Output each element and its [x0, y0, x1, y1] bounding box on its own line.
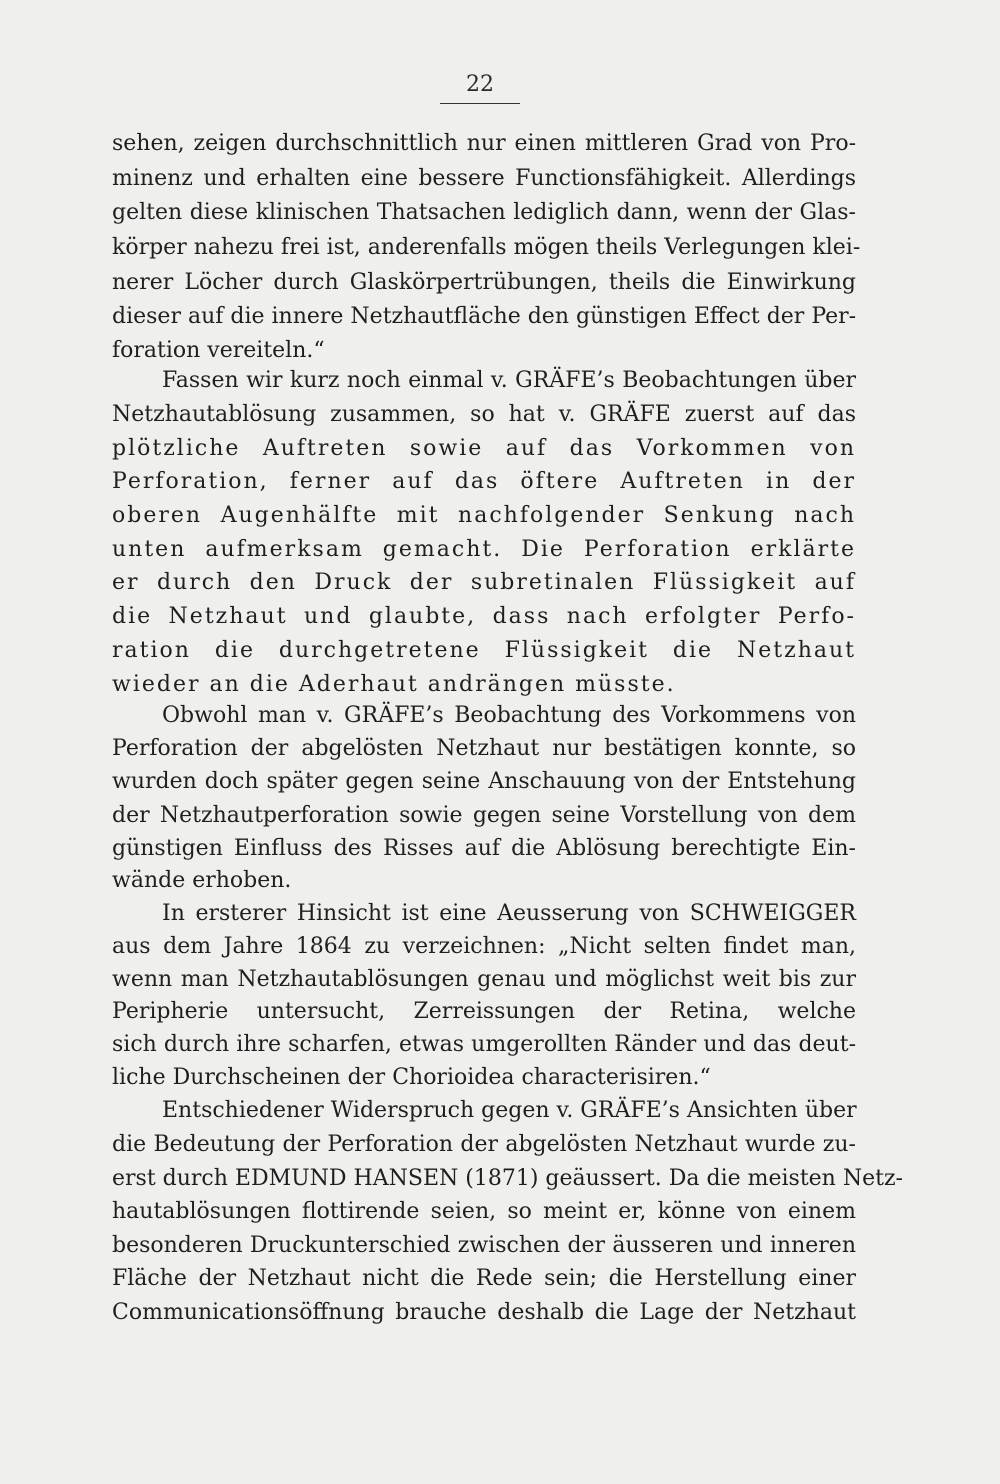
text-line: unten aufmerksam gemacht. Die Perforation erklärte	[112, 537, 856, 562]
text-line: günstigen Einfluss des Risses auf die Ablösung berechtigte Ein-	[112, 836, 856, 861]
text-line: wurden doch später gegen seine Anschauung von der Entstehung	[112, 769, 856, 794]
text-line: wieder an die Aderhaut andrängen müsste.	[112, 672, 676, 697]
text-line: wenn man Netzhautablösungen genau und möglichst weit bis zur	[112, 967, 856, 992]
text-line: liche Durchscheinen der Chorioidea characterisiren.“	[112, 1065, 711, 1090]
text-line: Fassen wir kurz noch einmal v. GRÄFE’s Beobachtungen über	[162, 368, 856, 393]
text-line: besonderen Druckunterschied zwischen der äusseren und inneren	[112, 1233, 856, 1258]
text-line: nerer Löcher durch Glaskörpertrübungen, theils die Einwirkung	[112, 270, 856, 295]
text-line: aus dem Jahre 1864 zu verzeichnen: „Nicht selten findet man,	[112, 934, 856, 959]
text-line: plötzliche Auftreten sowie auf das Vorkommen von	[112, 436, 856, 461]
page-number-rule	[440, 103, 520, 104]
text-line: Netzhautablösung zusammen, so hat v. GRÄFE zuerst auf das	[112, 402, 856, 427]
text-line: Entschiedener Widerspruch gegen v. GRÄFE’s Ansichten über	[162, 1098, 857, 1123]
text-line: hautablösungen flottirende seien, so meint er, könne von einem	[112, 1199, 856, 1224]
text-line: gelten diese klinischen Thatsachen lediglich dann, wenn der Glas-	[112, 200, 856, 225]
text-line: Perforation, ferner auf das öftere Auftreten in der	[112, 469, 856, 494]
text-line: In ersterer Hinsicht ist eine Aeusserung von SCHWEIGGER	[162, 901, 856, 926]
text-line: er durch den Druck der subretinalen Flüssigkeit auf	[112, 570, 856, 595]
text-line: der Netzhautperforation sowie gegen seine Vorstellung von dem	[112, 803, 856, 828]
text-line: die Bedeutung der Perforation der abgelösten Netzhaut wurde zu-	[112, 1132, 856, 1157]
text-line: erst durch EDMUND HANSEN (1871) geäussert. Da die meisten Netz-	[112, 1166, 903, 1191]
text-line: Communicationsöffnung brauche deshalb die Lage der Netzhaut	[112, 1300, 856, 1325]
text-line: wände erhoben.	[112, 868, 292, 893]
text-line: dieser auf die innere Netzhautfläche den günstigen Effect der Per-	[112, 304, 857, 329]
text-line: Peripherie untersucht, Zerreissungen der Retina, welche	[112, 999, 856, 1024]
text-line: sehen, zeigen durchschnittlich nur einen mittleren Grad von Pro-	[112, 131, 856, 156]
text-line: foration vereiteln.“	[112, 338, 325, 363]
text-line: Perforation der abgelösten Netzhaut nur bestätigen konnte, so	[112, 736, 856, 761]
text-line: Fläche der Netzhaut nicht die Rede sein; die Herstellung einer	[112, 1266, 856, 1291]
page-number: 22	[466, 72, 494, 97]
text-line: minenz und erhalten eine bessere Functionsfähigkeit. Allerdings	[112, 166, 856, 191]
text-line: körper nahezu frei ist, anderenfalls mögen theils Verlegungen klei-	[112, 235, 861, 260]
text-line: sich durch ihre scharfen, etwas umgerollten Ränder und das deut-	[112, 1032, 856, 1057]
text-line: ration die durchgetretene Flüssigkeit die Netzhaut	[112, 638, 856, 663]
text-line: Obwohl man v. GRÄFE’s Beobachtung des Vorkommens von	[162, 703, 856, 728]
text-line: die Netzhaut und glaubte, dass nach erfolgter Perfo-	[112, 604, 856, 629]
text-line: oberen Augenhälfte mit nachfolgender Senkung nach	[112, 503, 856, 528]
